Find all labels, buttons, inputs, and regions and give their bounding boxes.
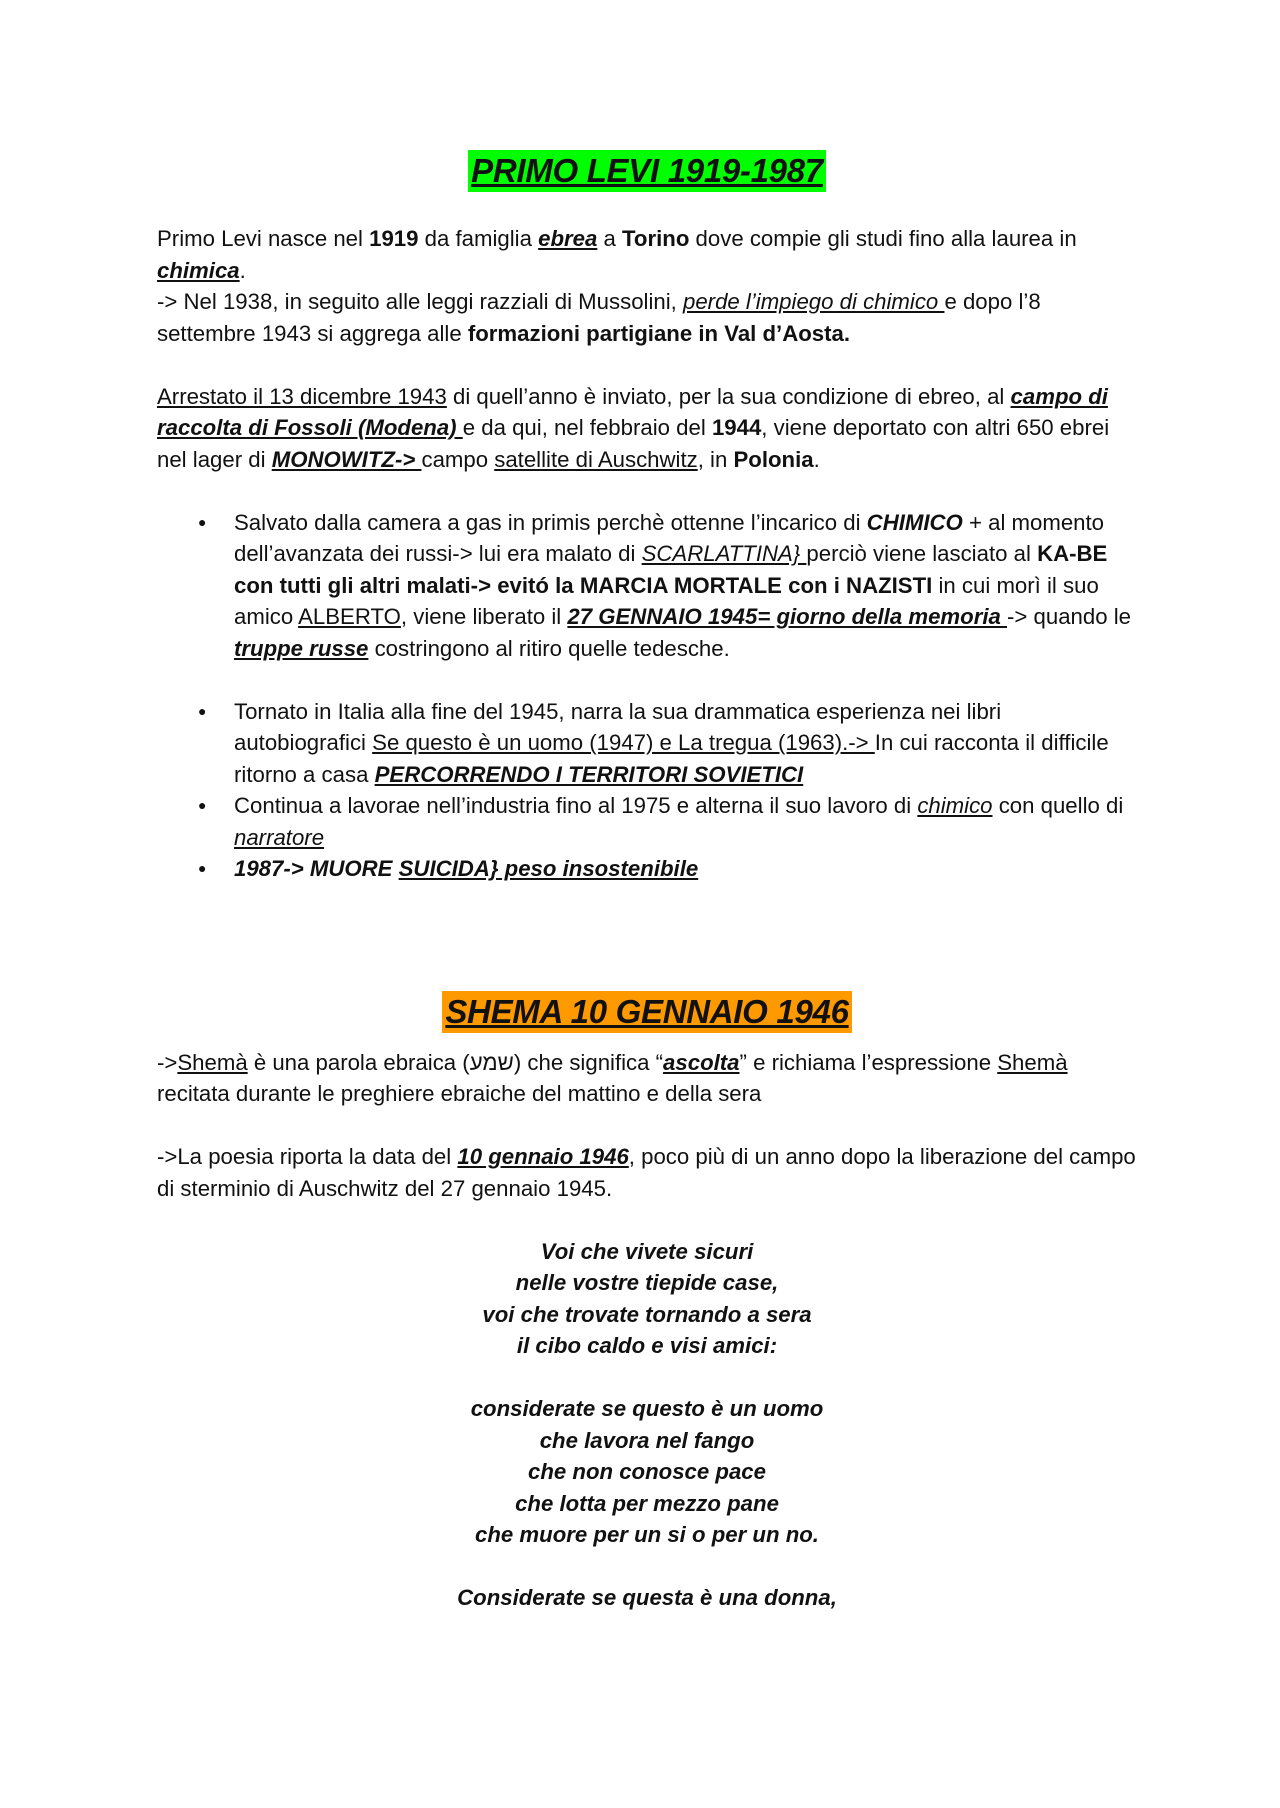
poem-shema: [157, 1236, 1137, 1614]
paragraph-arrest: Arrestato il 13 dicembre 1943 di quell’anno è inviato, per la sua condizione di ebreo, al campo di raccolta di Fossoli (Modena) e da qui, nel febbraio del 1944, viene deportato con altri 650 ebrei nel lager di MONOWITZ-> campo satellite di Auschwitz, in Polonia.: [157, 383, 1110, 472]
section-title-primo-levi: PRIMO LEVI 1919-1987: [468, 150, 826, 192]
poem-line: considerate se questo è un uomo: [470, 1396, 824, 1421]
list-item-salvato: ● Salvato dalla camera a gas in primis perchè ottenne l’incarico di CHIMICO + al momento dell’avanzata dei russi-> lui era malato di SCARLATTINA} perciò viene lasciato al KA-BE con tutti gli altri malati-> evitó la MARCIA MORTALE con i NAZISTI in cui morì il suo amico ALBERTO, viene liberato il 27 GENNAIO 1945= giorno della memoria -> quando le truppe russe costringono al ritiro quelle tedesche.: [234, 507, 1137, 665]
poem-line: che lavora nel fango: [539, 1427, 755, 1453]
poem-line: Considerate se questa è una donna,: [457, 1585, 837, 1610]
poem-line: Voi che vivete sicuri: [540, 1238, 754, 1264]
list-item-continua: ● Continua a lavorae nell’industria fino al 1975 e alterna il suo lavoro di chimico con quello di narratore: [234, 790, 1137, 853]
document-page: [157, 150, 1137, 1614]
poem-line: che muore per un si o per un no.: [475, 1522, 819, 1547]
paragraph-shema-meaning: ->Shemà è una parola ebraica (שמע) che significa “ascolta” e richiama l’espressione Shemà recitata durante le preghiere ebraiche del mattino e della sera: [157, 1049, 1068, 1106]
list-item-tornato: ● Tornato in Italia alla fine del 1945, narra la sua drammatica esperienza nei libri autobiografici Se questo è un uomo (1947) e La tregua (1963).-> In cui racconta il difficile ritorno a casa PERCORRENDO I TERRITORI SOVIETICI: [234, 696, 1137, 791]
poem-line: voi che trovate tornando a sera: [482, 1301, 812, 1327]
paragraph-1938: -> Nel 1938, in seguito alle leggi razziali di Mussolini, perde l’impiego di chimico e dopo l’8 settembre 1943 si aggrega alle formazioni partigiane in Val d’Aosta.: [157, 289, 1041, 346]
list-item-1987: ● 1987-> MUORE SUICIDA} peso insostenibile: [234, 853, 1137, 885]
paragraph-birth: Primo Levi nasce nel 1919 da famiglia ebrea a Torino dove compie gli studi fino alla laurea in chimica.: [157, 226, 1077, 283]
poem-line: che lotta per mezzo pane: [515, 1490, 779, 1516]
title-primo-levi-wrap: [157, 150, 1137, 192]
bullet-list-1: [157, 507, 1137, 665]
section-title-shema: SHEMA 10 GENNAIO 1946: [442, 991, 851, 1033]
poem-line: il cibo caldo e visi amici:: [516, 1333, 778, 1358]
title-shema-wrap: [157, 991, 1137, 1033]
bullet-list-2: [157, 696, 1137, 885]
poem-line: nelle vostre tiepide case,: [515, 1270, 779, 1295]
paragraph-poem-date: ->La poesia riporta la data del 10 gennaio 1946, poco più di un anno dopo la liberazione del campo di sterminio di Auschwitz del 27 gennaio 1945.: [157, 1144, 1136, 1201]
poem-line: che non conosce pace: [528, 1459, 766, 1484]
